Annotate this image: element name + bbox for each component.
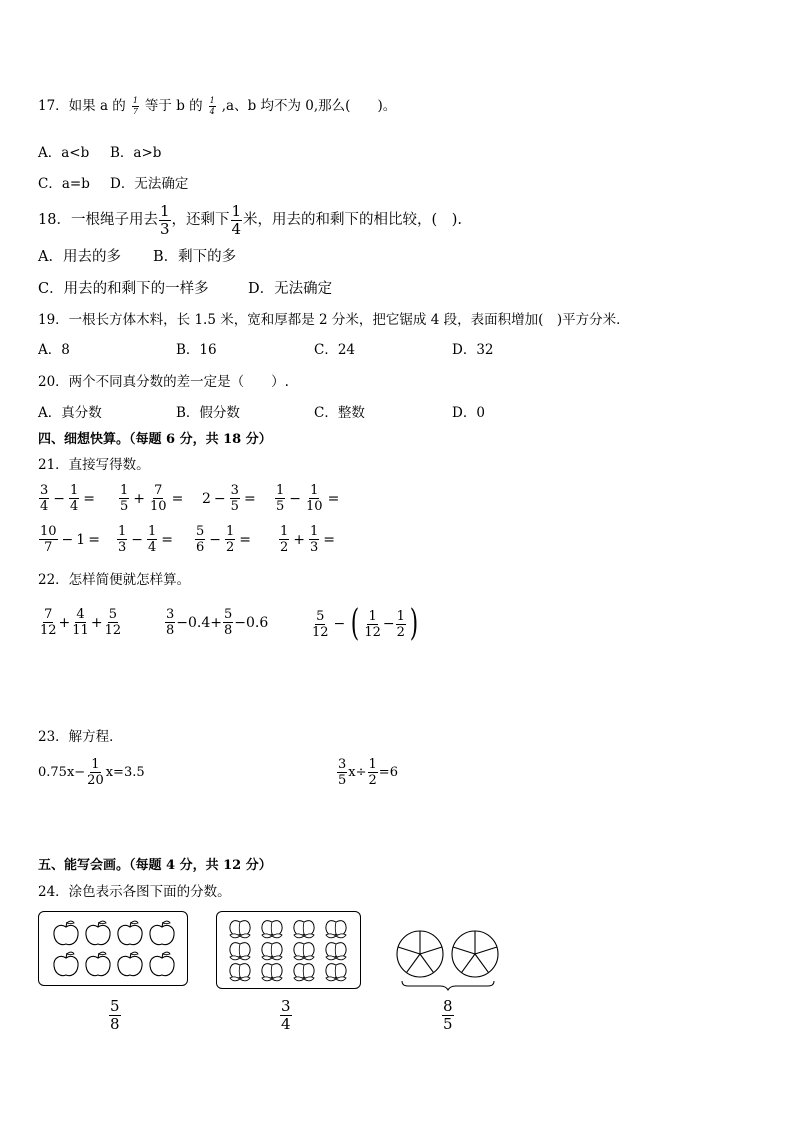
q19-option-b: B．16 [176,342,217,358]
q21-r2-e2: $\frac{1}{3}$ − $\frac{1}{4}$ = [118,524,174,555]
q20-option-d: D．0 [452,405,485,421]
q19-option-a: A．8 [38,342,70,358]
q21-r2-e3: $\frac{5}{6}$ − $\frac{1}{2}$ = [196,524,252,555]
apple-grid [38,911,198,1001]
section-4-title: 四、细想快算。（每题 6 分，共 18 分） [38,432,272,447]
pie-circle-right [452,931,498,977]
apple-icon [54,952,78,975]
q18-suffix: 米，用去的和剩下的相比较，( ). [243,212,462,229]
q18-stem [38,204,462,237]
q21-r2-e1: $\frac{10}{7}$ − 1 = [40,524,100,555]
q23-equation-1: 0.75x− $\frac{1}{20}$ x=3.5 [38,757,145,788]
brace [402,981,494,990]
q17-suffix: ,a、b 均不为 0,那么( )。 [221,97,397,114]
q22-title: 22．怎样简便就怎样算。 [38,572,191,588]
q21-r1-e2: $\frac{1}{5}$ + $\frac{7}{10}$ = [120,483,184,514]
q17-fraction-1: $\frac{1}{7}$ [132,96,138,116]
q17-option-b: B．a>b [110,145,162,161]
apple-icon [150,952,174,975]
apple-icon [54,921,78,944]
q23-equation-2: $\frac{3}{5}$ x÷ $\frac{1}{2}$ =6 [338,757,398,788]
peach-icon [294,964,314,981]
q18-prefix: 18．一根绳子用去 [38,212,158,229]
peach-grid [216,911,366,993]
q19-option-d: D．32 [452,342,494,358]
q20-stem: 20．两个不同真分数的差一定是（ ）. [38,374,289,390]
q17-fraction-2: $\frac{1}{4}$ [209,96,215,116]
q22-expression-3: $\frac{5}{12}$ − ( $\frac{1}{12}$ − $\frac{1}{2}$ ) [312,603,419,644]
apple-icon [86,921,110,944]
peach-icon [262,921,282,938]
peach-icon [262,943,282,960]
apple-icon [150,921,174,944]
q23-title: 23．解方程． [38,729,123,745]
q20-option-c: C．整数 [314,405,365,421]
q17-option-a: A．a<b [38,145,90,161]
q19-option-c: C．24 [314,342,356,358]
section-5-title: 五、能写会画。（每题 4 分，共 12 分） [38,858,272,873]
q21-r1-e1: $\frac{3}{4}$ − $\frac{1}{4}$ = [40,483,96,514]
apple-icon [118,952,142,975]
q17-prefix: 17．如果 a 的 [38,97,126,114]
q21-title: 21．直接写得数。 [38,457,150,473]
q17-stem [38,97,396,116]
q21-r1-e3: 2 − $\frac{3}{5}$ = [202,483,256,514]
peach-icon [326,964,346,981]
peach-icon [294,921,314,938]
q18-mid: ，还剩下 [171,212,230,229]
q17-mid: 等于 b 的 [144,97,203,114]
q22-expression-1: $\frac{7}{12}$ + $\frac{4}{11}$ + $\frac{5}{12}$ [40,607,122,638]
q24-fraction-2: $\frac{3}{4}$ [281,997,291,1033]
peach-icon [326,921,346,938]
q18-option-b: B．剩下的多 [153,249,237,265]
q17-option-c: C．a=b [38,176,90,192]
peach-icon [262,964,282,981]
peach-icon [230,964,250,981]
q18-fraction-1: $\frac{1}{3}$ [159,202,170,238]
peach-icon [230,921,250,938]
q20-option-b: B．假分数 [176,405,240,421]
q18-option-c: C．用去的和剩下的一样多 [38,281,209,297]
q17-option-d: D．无法确定 [110,176,189,192]
apple-icon [118,921,142,944]
q20-option-a: A．真分数 [38,405,102,421]
peach-icon [230,943,250,960]
pie-circle-left [397,931,443,977]
q18-option-a: A．用去的多 [38,249,121,265]
q21-r1-e4: $\frac{1}{5}$ − $\frac{1}{10}$ = [276,483,340,514]
q24-title: 24．涂色表示各图下面的分数。 [38,884,231,900]
q22-expression-2: $\frac{3}{8}$ −0.4+ $\frac{5}{8}$ −0.6 [166,607,269,638]
peach-icon [294,943,314,960]
q18-fraction-2: $\frac{1}{4}$ [231,202,242,238]
peach-icon [326,943,346,960]
pie-figure [392,926,502,996]
q19-stem: 19．一根长方体木料，长 1.5 米，宽和厚都是 2 分米，把它锯成 4 段，表面积增加( )平方分米． [38,312,630,328]
q24-fraction-3: $\frac{8}{5}$ [443,997,453,1033]
apple-icon [86,952,110,975]
q18-option-d: D．无法确定 [248,281,333,297]
q24-fraction-1: $\frac{5}{8}$ [110,997,120,1033]
q21-r2-e4: $\frac{1}{2}$ + $\frac{1}{3}$ = [280,524,336,555]
